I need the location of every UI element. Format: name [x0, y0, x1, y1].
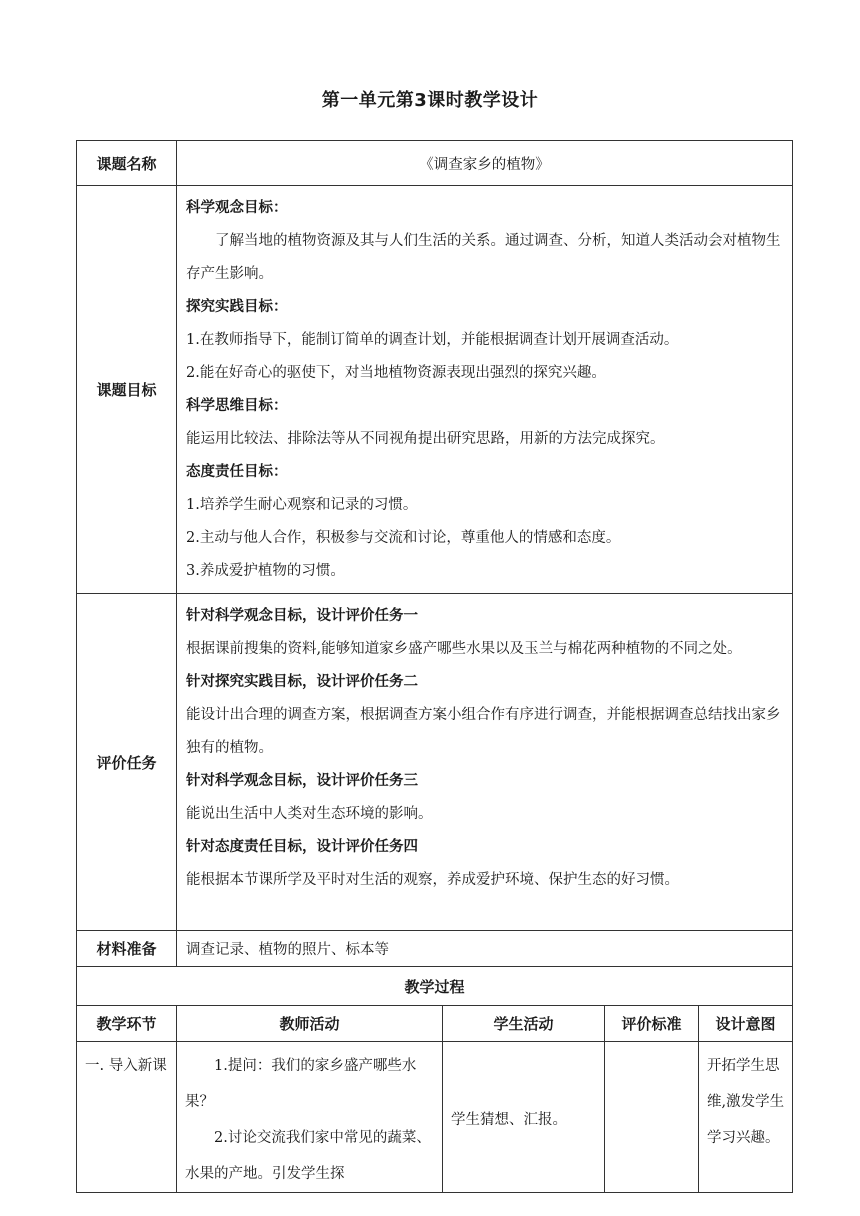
objective-text: 2.能在好奇心的驱使下，对当地植物资源表现出强烈的探究兴趣。: [186, 365, 606, 381]
lesson-plan-table: [76, 140, 793, 1193]
process-heading: 教学过程: [77, 967, 793, 1006]
column-header: 教师活动: [177, 1006, 443, 1042]
objectives-row: [77, 186, 793, 594]
objective-text: 3.养成爱护植物的习惯。: [186, 563, 345, 579]
column-header: 教学环节: [77, 1006, 177, 1042]
page-title: 第一单元第3课时教学设计: [321, 90, 539, 111]
evaluation-heading: 针对科学观念目标，设计评价任务三: [186, 773, 418, 789]
objective-text: 1.在教师指导下，能制订简单的调查计划，并能根据调查计划开展调查活动。: [186, 332, 679, 348]
objective-heading: 态度责任目标：: [186, 464, 288, 480]
objective-text: 能运用比较法、排除法等从不同视角提出研究思路，用新的方法完成探究。: [186, 431, 665, 447]
student-activity-cell: 学生猜想、汇报。: [443, 1042, 605, 1193]
stage-cell: 一. 导入新课: [77, 1042, 177, 1193]
objectives-content: [177, 186, 793, 594]
process-row: [77, 1042, 793, 1193]
evaluation-heading: 针对科学观念目标，设计评价任务一: [186, 608, 418, 624]
evaluation-label: 评价任务: [77, 594, 177, 931]
intent-cell: 开拓学生思维,激发学生学习兴趣。: [699, 1042, 793, 1193]
process-heading-row: [77, 967, 793, 1006]
criteria-cell: [605, 1042, 699, 1193]
evaluation-content: [177, 594, 793, 931]
column-header: 学生活动: [443, 1006, 605, 1042]
materials-label: 材料准备: [77, 931, 177, 967]
evaluation-text: 根据课前搜集的资料,能够知道家乡盛产哪些水果以及玉兰与棉花两种植物的不同之处。: [186, 641, 742, 657]
evaluation-text: 能说出生活中人类对生态环境的影响。: [186, 806, 433, 822]
materials-row: [77, 931, 793, 967]
column-header: 评价标准: [605, 1006, 699, 1042]
objective-text: 1.培养学生耐心观察和记录的习惯。: [186, 497, 418, 513]
materials-value: 调查记录、植物的照片、标本等: [177, 931, 793, 967]
teacher-activity-line: 2.讨论交流我们家中常见的蔬菜、水果的产地。引发学生探: [185, 1130, 431, 1182]
objective-text: 了解当地的植物资源及其与人们生活的关系。通过调查、分析，知道人类活动会对植物生存产生影响。: [186, 233, 781, 282]
evaluation-row: [77, 594, 793, 931]
topic-row: [77, 141, 793, 186]
objective-heading: 科学观念目标：: [186, 200, 288, 216]
evaluation-heading: 针对探究实践目标，设计评价任务二: [186, 674, 418, 690]
teacher-activity-cell: [177, 1042, 443, 1193]
topic-value: 《调查家乡的植物》: [177, 141, 793, 186]
objective-heading: 探究实践目标：: [186, 299, 288, 315]
process-header-row: [77, 1006, 793, 1042]
evaluation-text: 能设计出合理的调查方案，根据调查方案小组合作有序进行调查，并能根据调查总结找出家乡独有的植物。: [186, 707, 781, 756]
objective-heading: 科学思维目标：: [186, 398, 288, 414]
evaluation-heading: 针对态度责任目标，设计评价任务四: [186, 839, 418, 855]
column-header: 设计意图: [699, 1006, 793, 1042]
topic-label: 课题名称: [77, 141, 177, 186]
evaluation-text: 能根据本节课所学及平时对生活的观察，养成爱护环境、保护生态的好习惯。: [186, 872, 679, 888]
teacher-activity-line: 1.提问：我们的家乡盛产哪些水果？: [185, 1058, 417, 1110]
objective-text: 2.主动与他人合作，积极参与交流和讨论，尊重他人的情感和态度。: [186, 530, 621, 546]
objectives-label: 课题目标: [77, 186, 177, 594]
